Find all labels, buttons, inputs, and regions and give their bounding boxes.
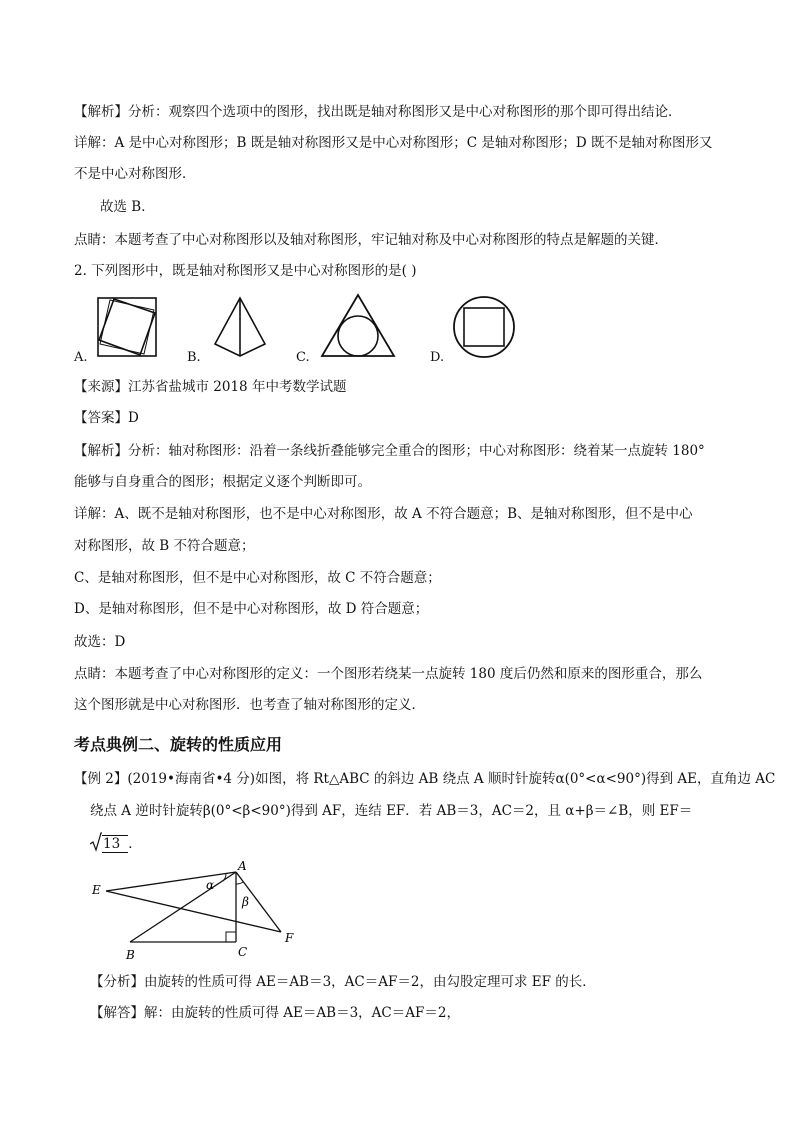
rotation-figure bbox=[88, 856, 318, 972]
q2-analysis-line1: 【解析】分析：轴对称图形：沿着一条线折叠能够完全重合的图形；中心对称图形：绕着某一点旋转 180° bbox=[74, 443, 705, 459]
p1-analysis: 【解析】分析：观察四个选项中的图形，找出既是轴对称图形又是中心对称图形的那个即可得出结论． bbox=[74, 104, 682, 120]
q2-comment-line2: 这个图形就是中心对称图形．也考查了轴对称图形的定义． bbox=[74, 697, 425, 713]
p1-choose: 故选 B． bbox=[100, 199, 155, 215]
option-d-figure bbox=[451, 294, 517, 364]
option-b-figure bbox=[210, 296, 270, 364]
p1-detail-line2: 不是中心对称图形． bbox=[74, 166, 196, 182]
option-a-figure bbox=[96, 296, 158, 362]
option-d-label: D. bbox=[430, 350, 445, 365]
p1-comment: 点睛：本题考查了中心对称图形以及轴对称图形，牢记轴对称及中心对称图形的特点是解题的关键． bbox=[74, 232, 668, 248]
example-line2: 绕点 A 逆时针旋转β(0°<β<90°)得到 AF，连结 EF．若 AB＝3，AC＝2，且 α+β＝∠B，则 EF＝ bbox=[90, 803, 693, 819]
option-c-figure bbox=[318, 292, 398, 364]
label-F: F bbox=[285, 931, 294, 945]
label-beta: β bbox=[242, 895, 249, 909]
option-b-label: B. bbox=[187, 350, 201, 365]
option-a-label: A. bbox=[74, 350, 88, 365]
q2-detail-line2: 对称图形，故 B 不符合题意； bbox=[74, 538, 255, 554]
example-solution: 【解答】解：由旋转的性质可得 AE＝AB＝3，AC＝AF＝2， bbox=[90, 1005, 460, 1021]
q2-analysis-line2: 能够与自身重合的图形；根据定义逐个判断即可。 bbox=[74, 474, 371, 490]
section-heading: 考点典例二、旋转的性质应用 bbox=[74, 735, 283, 754]
q2-detail-line1: 详解：A、既不是轴对称图形，也不是中心对称图形，故 A 不符合题意；B、是轴对称图形，但不是中心 bbox=[74, 506, 693, 522]
option-c-label: C. bbox=[296, 350, 310, 365]
label-B: B bbox=[126, 948, 135, 962]
sqrt-sign-icon bbox=[90, 832, 102, 852]
answer-period: ． bbox=[128, 836, 142, 852]
q2-answer: 【答案】D bbox=[74, 410, 139, 426]
q2-choose: 故选：D bbox=[74, 634, 126, 650]
label-E: E bbox=[92, 883, 101, 897]
label-C: C bbox=[238, 945, 248, 959]
example-line1: 【例 2】(2019•海南省•4 分)如图，将 Rt△ABC 的斜边 AB 绕点 A 顺时针旋转α(0°<α<90°)得到 AE，直角边 AC bbox=[74, 771, 776, 787]
p1-detail-line1: 详解：A 是中心对称图形；B 既是轴对称图形又是中心对称图形；C 是轴对称图形；D 既不是轴对称图形又 bbox=[74, 135, 713, 151]
answer-radicand: 13 bbox=[102, 835, 128, 853]
example-analysis: 【分析】由旋转的性质可得 AE＝AB＝3，AC＝AF＝2，由勾股定理可求 EF 的长． bbox=[90, 974, 596, 990]
label-alpha: α bbox=[206, 878, 215, 892]
q2-comment-line1: 点睛：本题考查了中心对称图形的定义：一个图形若绕某一点旋转 180 度后仍然和原来的图形重合，那么 bbox=[74, 666, 703, 682]
q2-source: 【来源】江苏省盐城市 2018 年中考数学试题 bbox=[74, 379, 347, 395]
q2-detail-c: C、是轴对称图形，但不是中心对称图形，故 C 不符合题意； bbox=[74, 570, 441, 586]
example-answer bbox=[90, 832, 142, 853]
q2-detail-d: D、是轴对称图形，但不是中心对称图形，故 D 符合题意； bbox=[74, 601, 429, 617]
q2-stem: 2. 下列图形中，既是轴对称图形又是中心对称图形的是( ) bbox=[74, 263, 417, 279]
label-A: A bbox=[238, 859, 247, 873]
